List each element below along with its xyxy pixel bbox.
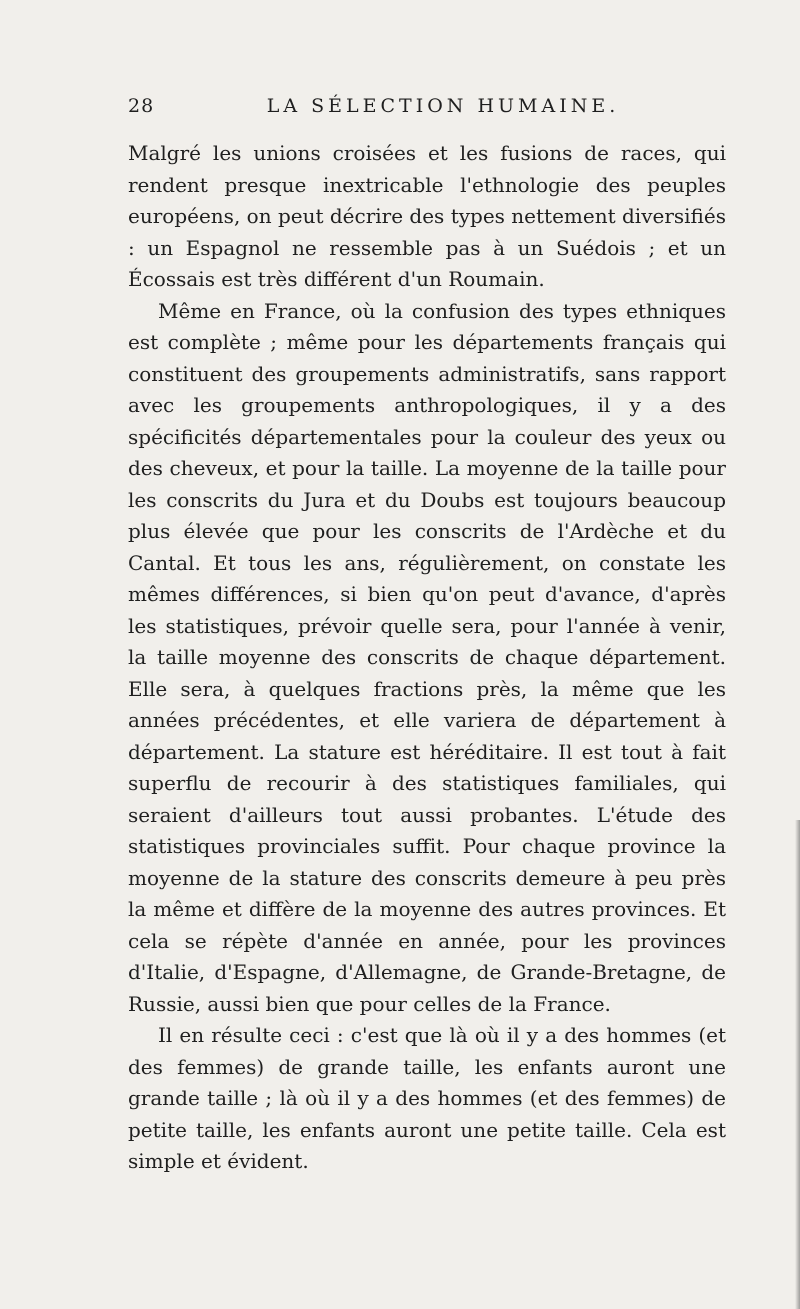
- page-number: 28: [128, 95, 155, 117]
- running-title: LA SÉLECTION HUMAINE.: [266, 95, 620, 117]
- paragraph: Même en France, où la confusion des types ethniques est complète ; même pour les départements français qui constituent des groupements administratifs, sans rapport avec les groupements anthropologiques, il y a des spécificités départementales pour la couleur des yeux ou des cheveux, et pour la taille. La moyenne de la taille pour les conscrits du Jura et du Doubs est toujours beaucoup plus élevée que pour les conscrits de l'Ardèche et du Cantal. Et tous les ans, régulièrement, on constate les mêmes différences, si bien qu'on peut d'avance, d'après les statistiques, prévoir quelle sera, pour l'année à venir, la taille moyenne des conscrits de chaque département. Elle sera, à quelques fractions près, la même que les années précédentes, et elle variera de département à département. La stature est héréditaire. Il est tout à fait superflu de recourir à des statistiques familiales, qui seraient d'ailleurs tout aussi probantes. L'étude des statistiques provinciales suffit. Pour chaque province la moyenne de la stature des conscrits demeure à peu près la même et diffère de la moyenne des autres provinces. Et cela se répète d'année en année, pour les provinces d'Italie, d'Espagne, d'Allemagne, de Grande-Bretagne, de Russie, aussi bien que pour celles de la France.: [128, 298, 726, 1016]
- page-header: [128, 95, 728, 129]
- paragraph: Il en résulte ceci : c'est que là où il y a des hommes (et des femmes) de grande taille, les enfants auront une grande taille ; là où il y a des hommes (et des femmes) de petite taille, les enfants auront une petite taille. Cela est simple et évident.: [128, 1023, 726, 1173]
- paragraph: Malgré les unions croisées et les fusions de races, qui rendent presque inextricable l'ethnologie des peuples européens, on peut décrire des types nettement diversifiés : un Espagnol ne ressemble pas à un Suédois ; et un Écossais est très différent d'un Roumain.: [128, 141, 726, 291]
- page-edge-shadow: [795, 820, 800, 1309]
- body-text: [128, 138, 726, 1178]
